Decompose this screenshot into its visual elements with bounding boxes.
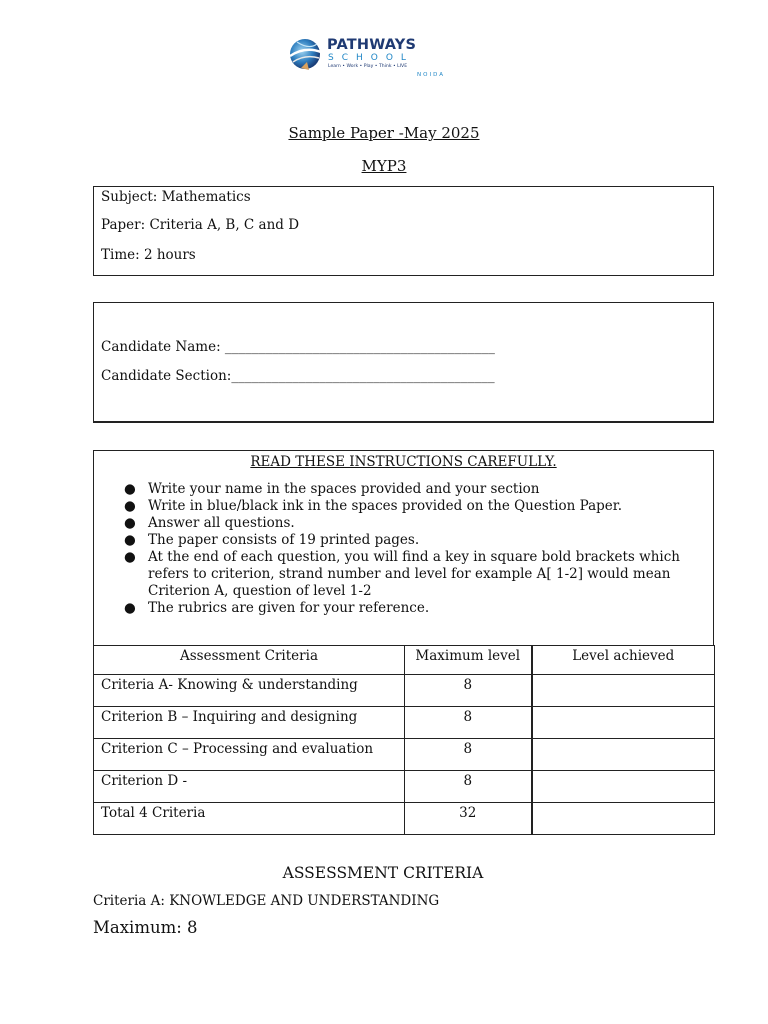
max-level-cell: 8 [405, 675, 532, 707]
table-row [94, 675, 715, 707]
criterion-cell: Criteria A- Knowing & understanding [94, 675, 405, 707]
grade-title: MYP3 [361, 157, 407, 175]
logo-school: SCHOOL [328, 53, 414, 63]
level-achieved-cell[interactable] [532, 771, 715, 803]
max-level-cell: 8 [405, 707, 532, 739]
table-row [94, 707, 715, 739]
header-criteria: Assessment Criteria [94, 646, 405, 675]
assessment-heading: ASSESSMENT CRITERIA [282, 864, 484, 882]
header-max-level: Maximum level [405, 646, 532, 675]
list-item: ● Write your name in the spaces provided and your section [124, 481, 540, 497]
criterion-cell: Criterion D - [94, 771, 405, 803]
bullet-icon: ● [124, 532, 136, 548]
bullet-icon: ● [124, 600, 136, 616]
bullet-icon: ● [124, 549, 136, 565]
paper-text: Paper: Criteria A, B, C and D [101, 217, 300, 233]
criterion-cell: Criterion C – Processing and evaluation [94, 739, 405, 771]
logo-tagline: Learn • Work • Play • Think • LIVE [328, 64, 408, 69]
table-row [94, 803, 715, 835]
list-item: ● At the end of each question, you will find a key in square bold brackets which refers to criterion, strand number and level for example A[ 1-2] would mean Criterion A, question of level 1-2 [124, 549, 680, 599]
table-row [94, 739, 715, 771]
bullet-icon: ● [124, 515, 136, 531]
table-row [94, 771, 715, 803]
criteria-table [93, 645, 715, 835]
maximum-text: Maximum: 8 [93, 918, 198, 937]
list-item: ● The rubrics are given for your reference. [124, 600, 430, 616]
level-achieved-cell[interactable] [532, 739, 715, 771]
criteria-a-heading: Criteria A: KNOWLEDGE AND UNDERSTANDING [93, 893, 440, 909]
table-header-row [94, 646, 715, 675]
level-achieved-cell[interactable] [532, 803, 715, 835]
instructions-heading: READ THESE INSTRUCTIONS CAREFULLY. [250, 454, 557, 470]
instructions-list [124, 481, 684, 617]
instructions-box [93, 450, 714, 646]
time-text: Time: 2 hours [101, 247, 196, 263]
bullet-icon: ● [124, 481, 136, 497]
candidate-name-line: Candidate Name: ________________________________________ [101, 339, 495, 355]
candidate-box [93, 302, 714, 423]
logo-name: PATHWAYS [327, 37, 417, 53]
level-achieved-cell[interactable] [532, 707, 715, 739]
list-item: ● Answer all questions. [124, 515, 295, 531]
criterion-cell: Criterion B – Inquiring and designing [94, 707, 405, 739]
max-level-cell: 8 [405, 771, 532, 803]
max-level-cell: 32 [405, 803, 532, 835]
candidate-section-line: Candidate Section:_______________________________________ [101, 368, 495, 384]
list-item: ● Write in blue/black ink in the spaces provided on the Question Paper. [124, 498, 623, 514]
school-logo [287, 38, 452, 82]
logo-city: NOIDA [417, 72, 445, 78]
list-item: ● The paper consists of 19 printed pages. [124, 532, 420, 548]
level-achieved-cell[interactable] [532, 675, 715, 707]
bullet-icon: ● [124, 498, 136, 514]
subject-text: Subject: Mathematics [101, 189, 251, 205]
globe-icon [287, 38, 325, 72]
paper-info-box [93, 186, 714, 276]
max-level-cell: 8 [405, 739, 532, 771]
criterion-cell: Total 4 Criteria [94, 803, 405, 835]
header-level-achieved: Level achieved [532, 646, 715, 675]
paper-title: Sample Paper -May 2025 [288, 124, 480, 142]
